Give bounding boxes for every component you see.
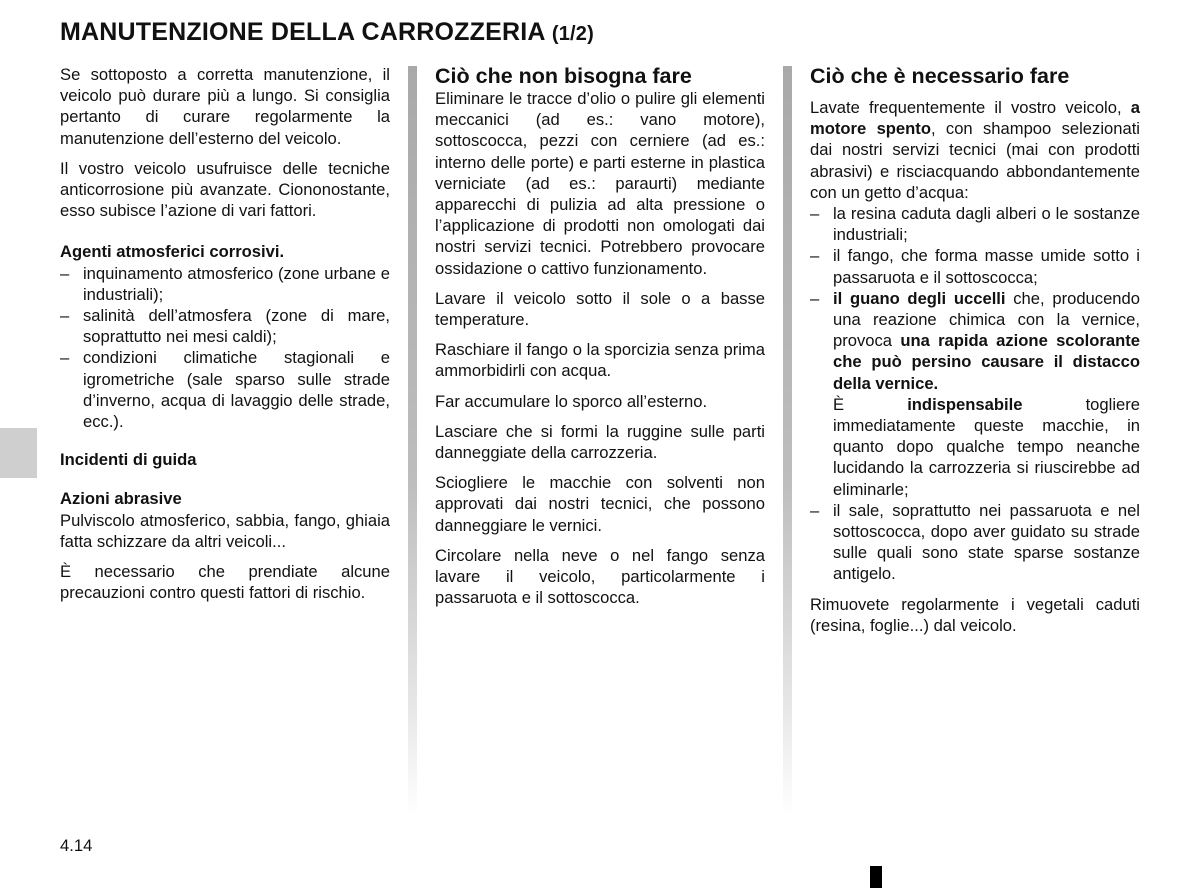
intro-paragraph: Il vostro veicolo usufruisce delle tecniche anticorrosione più avanzate. Ciononostante, esso subisce l’azione di vari fattori. xyxy=(60,158,390,221)
list-item: – condizioni climatiche stagionali e igrometriche (sale sparso sulle strade d’inverno, acqua di lavaggio delle strade, ecc.). xyxy=(60,347,390,432)
do-intro-text: Lavate frequentemente il vostro veicolo, xyxy=(810,98,1131,117)
do-intro xyxy=(810,97,1140,203)
guano-bold: il guano degli uccelli xyxy=(833,288,1006,308)
agents-heading: Agenti atmosferici corrosivi. xyxy=(60,242,285,262)
column-divider-bar xyxy=(408,66,417,816)
incidents-heading: Incidenti di guida xyxy=(60,450,197,470)
title-suffix: (1/2) xyxy=(551,23,594,45)
agents-list xyxy=(60,263,390,433)
column-intro xyxy=(60,64,390,612)
dont-paragraph: Lavare il veicolo sotto il sole o a basse temperature. xyxy=(435,288,765,330)
abrasive-heading: Azioni abrasive xyxy=(60,489,182,509)
do-closing-paragraph: Rimuovete regolarmente i vegetali caduti (resina, foglie...) dal veicolo. xyxy=(810,594,1140,635)
title-text: MANUTENZIONE DELLA CARROZZERIA xyxy=(60,18,545,46)
guano-warning: una rapida azione scolorante che può persino causare il distacco della vernice. xyxy=(833,331,1140,393)
dont-heading: Ciò che non bisogna fare xyxy=(435,64,692,88)
list-item: – salinità dell’atmosfera (zone di mare, soprattutto nei mesi caldi); xyxy=(60,305,390,347)
list-item-guano xyxy=(810,288,1140,500)
do-intro-bold: a motore spento xyxy=(810,98,1140,139)
list-item: – la resina caduta dagli alberi o le sostanze industriali; xyxy=(810,203,1140,245)
guano-indispensable: indispensabile xyxy=(907,394,1023,414)
page-number: 4.14 xyxy=(60,836,93,855)
guano-text: È xyxy=(833,394,908,414)
dont-paragraph: Eliminare le tracce d’olio o pulire gli elementi meccanici (ad es.: vano motore), sottoscocca, pezzi con cerniere (ad es.: interno delle porte) e parti esterne in plastica verniciate (ad es.: paraurti) mediante apparecchi di pulizia ad alta pressione o l’applicazione di prodotti non omologati dai nostri servizi tecnici. Potrebbero provocare ossidazione o cattivo funzionamento. xyxy=(435,89,765,278)
column-do xyxy=(810,64,1140,645)
do-heading: Ciò che è necessario fare xyxy=(810,64,1070,88)
guano-text: togliere immediatamente queste macchie, in quanto dopo qualche tempo neanche lucidando la carrozzeria si riuscirebbe ad eliminarle; xyxy=(833,394,1140,499)
do-list xyxy=(810,203,1140,585)
chapter-tab xyxy=(0,428,37,478)
do-intro-text: , con shampoo selezionati dai nostri servizi tecnici (mai con prodotti abrasivi) e risciacquando abbondantemente con un getto d’acqua: xyxy=(810,119,1140,202)
dont-paragraph: Lasciare che si formi la ruggine sulle parti danneggiate della carrozzeria. xyxy=(435,421,765,463)
dont-paragraph: Circolare nella neve o nel fango senza lavare il veicolo, particolarmente i passaruota e il sottoscocca. xyxy=(435,545,765,608)
column-dont xyxy=(435,64,765,617)
column-divider-bar xyxy=(783,66,792,816)
list-item: – il sale, soprattutto nei passaruota e nel sottoscocca, dopo aver guidato su strade sulle quali sono state sparse sostanze antigelo. xyxy=(810,500,1140,585)
dont-paragraph: Far accumulare lo sporco all’esterno. xyxy=(435,391,708,411)
page-title xyxy=(60,18,594,47)
page-edge-mark xyxy=(870,866,882,888)
guano-text: che, producendo una reazione chimica con la vernice, provoca xyxy=(833,288,1140,351)
list-item: – il fango, che forma masse umide sotto i passaruota e il sottoscocca; xyxy=(810,245,1140,287)
abrasive-text: Pulviscolo atmosferico, sabbia, fango, ghiaia fatta schizzare da altri veicoli... xyxy=(60,510,390,551)
list-item: – inquinamento atmosferico (zone urbane e industriali); xyxy=(60,263,390,305)
dont-paragraph: Sciogliere le macchie con solventi non approvati dai nostri tecnici, che possono danneggiare le vernici. xyxy=(435,473,765,535)
closing-paragraph: È necessario che prendiate alcune precauzioni contro questi fattori di rischio. xyxy=(60,562,390,603)
dont-paragraph: Raschiare il fango o la sporcizia senza prima ammorbidirli con acqua. xyxy=(435,340,765,381)
intro-paragraph: Se sottoposto a corretta manutenzione, il veicolo può durare più a lungo. Si consiglia pertanto di curare regolarmente la manutenzione dell’esterno del veicolo. xyxy=(60,65,390,148)
